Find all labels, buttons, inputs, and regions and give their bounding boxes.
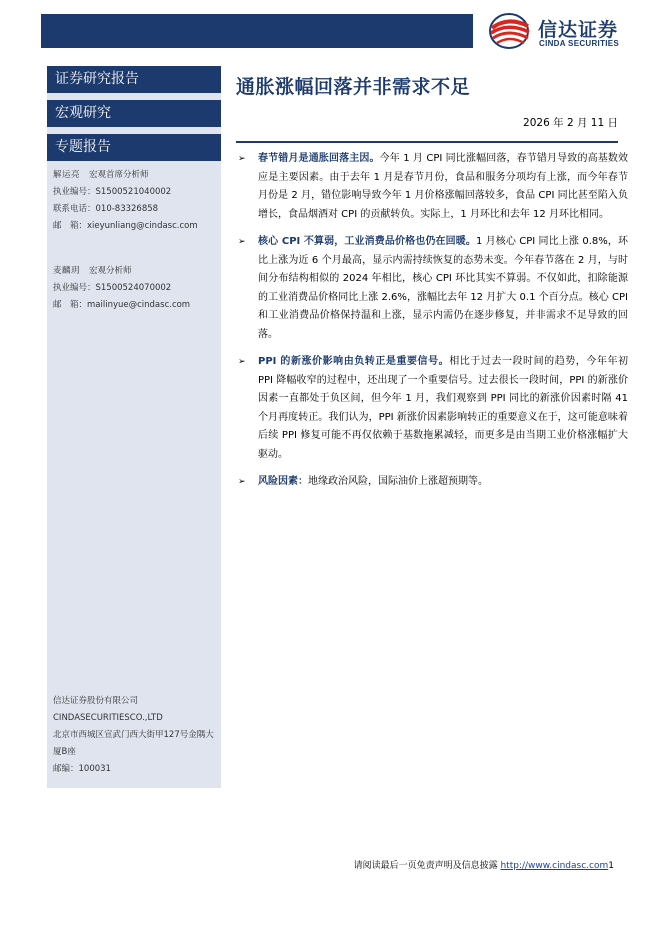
logo-chinese-name: 信达证券 — [538, 19, 619, 41]
analyst-card — [53, 263, 190, 314]
key-point-lead: 核心 CPI 不算弱，工业消费品价格也仍在回暖。 — [258, 236, 476, 247]
analyst-license: 执业编号：S1500524070002 — [53, 283, 172, 293]
header-bar — [41, 14, 473, 48]
key-point-body: 今年 1 月 CPI 同比涨幅回落，春节错月导致的高基数效应是主要因素。由于去年 1 月是春节月份，食品和服务分项均有上涨，而今年春节月份是 2 月，错位影响导致今年 1 月价格涨幅回落较多，食品 CPI 同比甚至陷入负增长，食品烟酒对 CPI 的贡献转负。实际上，1 月环比和去年 12 月环比相同。 — [258, 153, 628, 220]
disclaimer-note: 请阅读最后一页免责声明及信息披露 — [353, 861, 498, 871]
arrow-bullet-icon: ➢ — [238, 154, 246, 164]
key-point-body: 地缘政治风险，国际油价上涨超预期等。 — [308, 476, 488, 487]
sidebar-tab-special-report: 专题报告 — [47, 134, 221, 161]
company-name-cn: 信达证券股份有限公司 — [53, 696, 139, 706]
logo-english-name: CINDA SECURITIES — [539, 39, 620, 48]
key-point-lead: 风险因素： — [258, 476, 308, 487]
cinda-logo — [488, 12, 648, 52]
key-point-body: 相比于过去一段时间的趋势，今年年初 PPI 降幅收窄的过程中，还出现了一个重要信号。过去很长一段时间，PPI 的新涨价因素一直都处于负区间，但今年 1 月，我们观察到 PPI 同比的新涨价因素时隔 41 个月再度转正。我们认为，PPI 新涨价因素影响转正的重要意义在于，这可能意味着后续 PPI 修复可能不再仅依赖于基数拖累减轻，而更多是由当期工业价格涨幅扩大驱动。 — [258, 356, 628, 460]
company-address: 北京市西城区宣武门西大街甲127号金隅大厦B座 — [53, 730, 214, 757]
page-number: 1 — [608, 861, 614, 871]
key-point — [236, 353, 628, 464]
cinda-logo-mark-icon — [488, 12, 532, 50]
analyst-heading — [53, 263, 190, 280]
website-link[interactable]: http://www.cindasc.com — [500, 861, 609, 871]
company-name-en: CINDASECURITIESCO.,LTD — [53, 713, 163, 723]
analyst-heading — [53, 167, 198, 184]
analyst-title: 宏观分析师 — [89, 266, 132, 276]
analyst-name: 解运亮 — [53, 170, 81, 180]
key-point-body: 1 月核心 CPI 同比上涨 0.8%，环比上涨为近 6 个月最高，显示内需持续恢复的态势未变。今年春节落在 2 月，与时间分布结构相似的 2024 年相比，核心 CPI 环比其实不算弱。不仅如此，扣除能源的工业消费品价格同比上涨 2.6%，涨幅比去年 12 月扩大 0.1 个百分点。核心 CPI 和工业消费品价格保持温和上涨，显示内需仍在逐步修复，并非需求不足导致的回落。 — [258, 236, 628, 340]
company-info — [53, 693, 219, 778]
key-point-lead: 春节错月是通胀回落主因。 — [258, 153, 380, 164]
key-point — [236, 473, 628, 492]
key-point — [236, 233, 628, 344]
key-point-lead: PPI 的新涨价影响由负转正是重要信号。 — [258, 356, 450, 367]
analyst-phone: 联系电话：010-83326858 — [53, 204, 159, 214]
company-postcode: 邮编：100031 — [53, 764, 111, 774]
analyst-name: 麦麟玥 — [53, 266, 81, 276]
analyst-title: 宏观首席分析师 — [89, 170, 149, 180]
analyst-card — [53, 167, 198, 235]
key-points — [236, 150, 628, 501]
arrow-bullet-icon: ➢ — [238, 477, 246, 487]
arrow-bullet-icon: ➢ — [238, 357, 246, 367]
key-point — [236, 150, 628, 224]
analyst-license: 执业编号：S1500521040002 — [53, 187, 172, 197]
sidebar-tab-research-report: 证券研究报告 — [47, 66, 221, 93]
sidebar-tab-macro-research: 宏观研究 — [47, 100, 221, 127]
report-title: 通胀涨幅回落并非需求不足 — [236, 76, 471, 98]
page-footer — [354, 858, 614, 871]
sidebar — [47, 66, 221, 788]
analyst-email[interactable]: 邮 箱：mailinyue@cindasc.com — [53, 300, 191, 310]
report-date: 2026 年 2 月 11 日 — [523, 117, 618, 129]
analyst-email[interactable]: 邮 箱：xieyunliang@cindasc.com — [53, 221, 198, 231]
title-divider — [236, 141, 618, 143]
arrow-bullet-icon: ➢ — [238, 237, 246, 247]
